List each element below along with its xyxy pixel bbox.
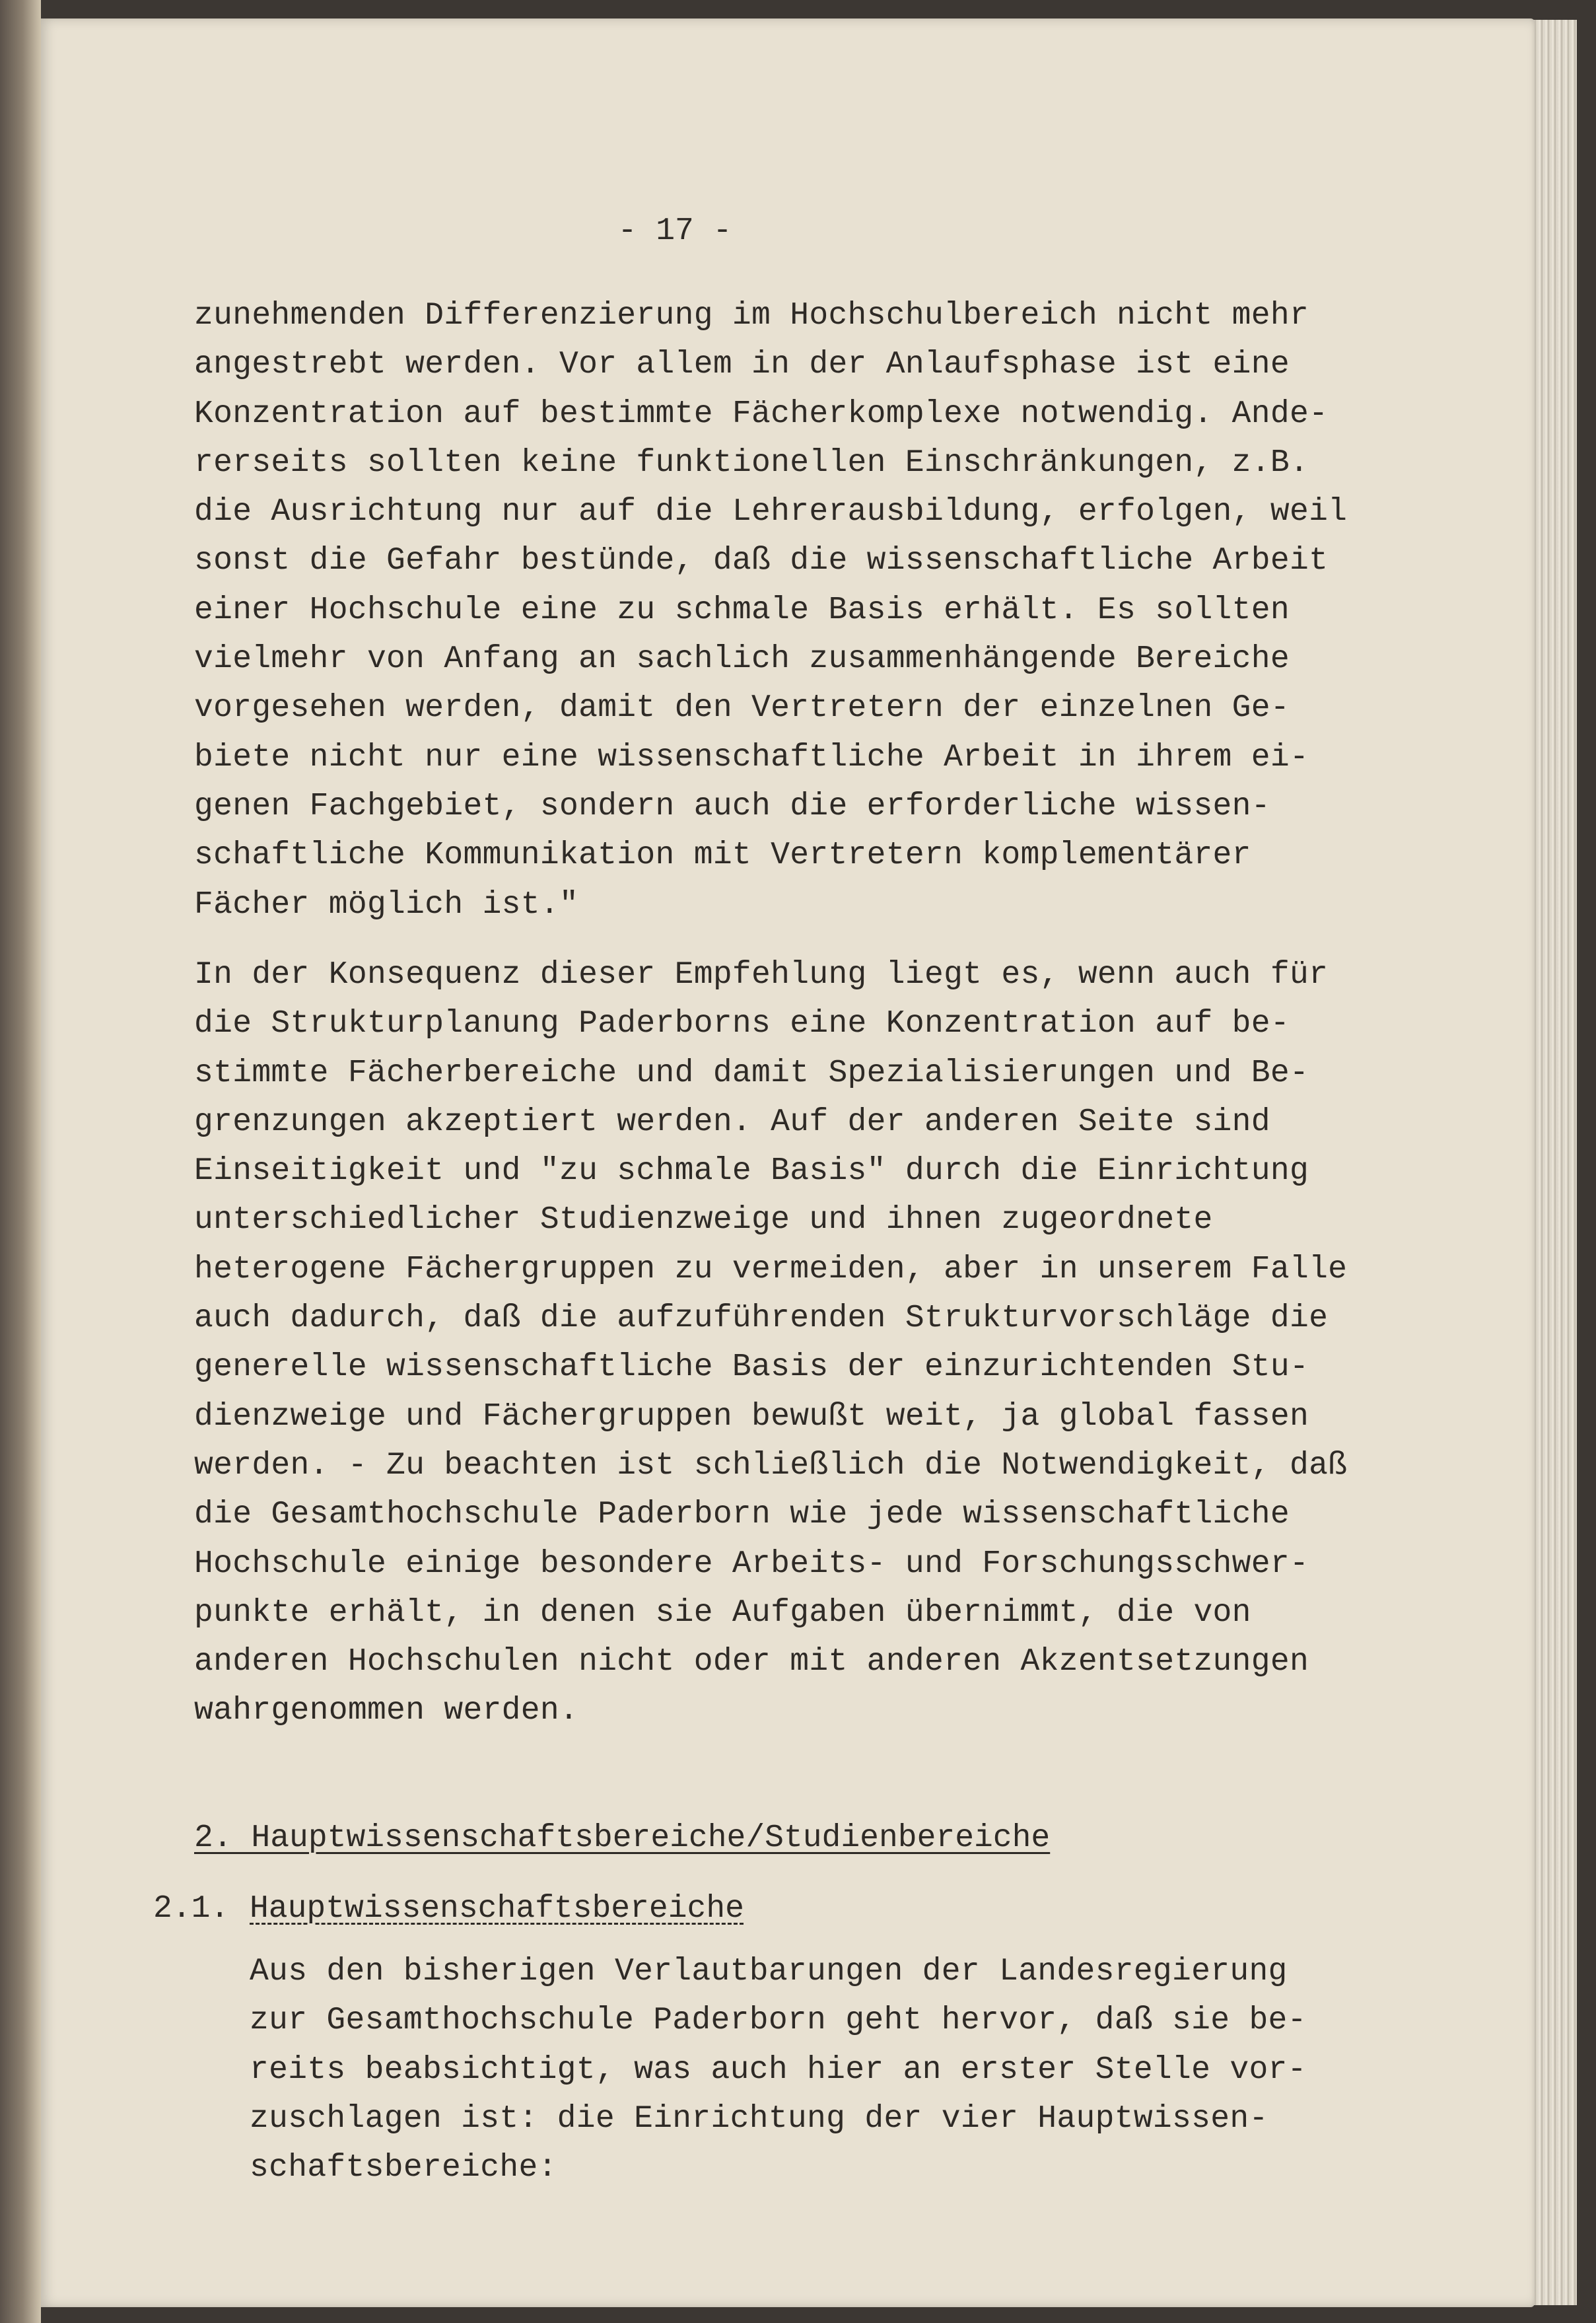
text-line: zunehmenden Differenzierung im Hochschulbereich nicht mehr: [194, 298, 1309, 334]
text-line: Hochschule einige besondere Arbeits- und Forschungsschwer-: [194, 1546, 1309, 1582]
text-line: die Strukturplanung Paderborns eine Konzentration auf be-: [194, 1006, 1290, 1042]
text-line: dienzweige und Fächergruppen bewußt weit, ja global fassen: [194, 1398, 1309, 1435]
text-line: Aus den bisherigen Verlautbarungen der Landesregierung: [250, 1954, 1288, 1989]
subsection-title: Hauptwissenschaftsbereiche: [250, 1891, 744, 1927]
text-line: Konzentration auf bestimmte Fächerkomplexe notwendig. Ande-: [194, 396, 1329, 432]
text-line: zuschlagen ist: die Einrichtung der vier Hauptwissen-: [250, 2100, 1268, 2137]
book-gutter: [0, 0, 41, 2323]
text-line: reits beabsichtigt, was auch hier an erster Stelle vor-: [250, 2052, 1307, 2088]
text-line: In der Konsequenz dieser Empfehlung liegt es, wenn auch für: [194, 957, 1329, 993]
text-line: unterschiedlicher Studienzweige und ihnen zugeordnete: [194, 1202, 1213, 1238]
subsection-number: 2.1.: [153, 1891, 230, 1927]
text-line: Einseitigkeit und "zu schmale Basis" durch die Einrichtung: [194, 1153, 1309, 1190]
paragraph-main-science-areas: [250, 1947, 1307, 2192]
text-line: stimmte Fächerbereiche und damit Spezialisierungen und Be-: [194, 1055, 1309, 1091]
text-line: Fächer möglich ist.": [194, 886, 579, 923]
text-line: genen Fachgebiet, sondern auch die erforderliche wissen-: [194, 788, 1270, 824]
text-line: sonst die Gefahr bestünde, daß die wissenschaftliche Arbeit: [194, 543, 1329, 579]
text-line: wahrgenommen werden.: [194, 1693, 579, 1729]
page-stack-edge: [1531, 20, 1577, 2305]
text-line: generelle wissenschaftliche Basis der einzurichtenden Stu-: [194, 1349, 1309, 1386]
text-line: angestrebt werden. Vor allem in der Anlaufsphase ist eine: [194, 347, 1290, 383]
text-line: grenzungen akzeptiert werden. Auf der anderen Seite sind: [194, 1104, 1270, 1140]
text-line: vielmehr von Anfang an sachlich zusammenhängende Bereiche: [194, 641, 1290, 678]
text-line: vorgesehen werden, damit den Vertretern der einzelnen Ge-: [194, 690, 1290, 727]
text-line: werden. - Zu beachten ist schließlich die Notwendigkeit, daß: [194, 1447, 1348, 1483]
paragraph-consequence: [194, 950, 1347, 1736]
text-line: zur Gesamthochschule Paderborn geht hervor, daß sie be-: [250, 2003, 1307, 2039]
page-number: - 17 -: [617, 213, 732, 249]
text-line: anderen Hochschulen nicht oder mit anderen Akzentsetzungen: [194, 1644, 1309, 1680]
text-line: rerseits sollten keine funktionellen Einschränkungen, z.B.: [194, 445, 1309, 481]
paragraph-quote-continuation: [194, 291, 1347, 929]
text-line: schaftliche Kommunikation mit Vertretern komplementärer: [194, 838, 1251, 874]
section-heading: 2. Hauptwissenschaftsbereiche/Studienbereiche: [194, 1820, 1051, 1856]
text-line: punkte erhält, in denen sie Aufgaben übernimmt, die von: [194, 1594, 1251, 1631]
text-line: die Ausrichtung nur auf die Lehrerausbildung, erfolgen, weil: [194, 494, 1348, 530]
text-line: die Gesamthochschule Paderborn wie jede wissenschaftliche: [194, 1497, 1290, 1533]
text-line: biete nicht nur eine wissenschaftliche Arbeit in ihrem ei-: [194, 739, 1309, 775]
text-line: auch dadurch, daß die aufzuführenden Strukturvorschläge die: [194, 1301, 1329, 1337]
text-line: schaftsbereiche:: [250, 2150, 557, 2186]
text-line: einer Hochschule eine zu schmale Basis erhält. Es sollten: [194, 592, 1290, 628]
text-line: heterogene Fächergruppen zu vermeiden, aber in unserem Falle: [194, 1251, 1348, 1287]
